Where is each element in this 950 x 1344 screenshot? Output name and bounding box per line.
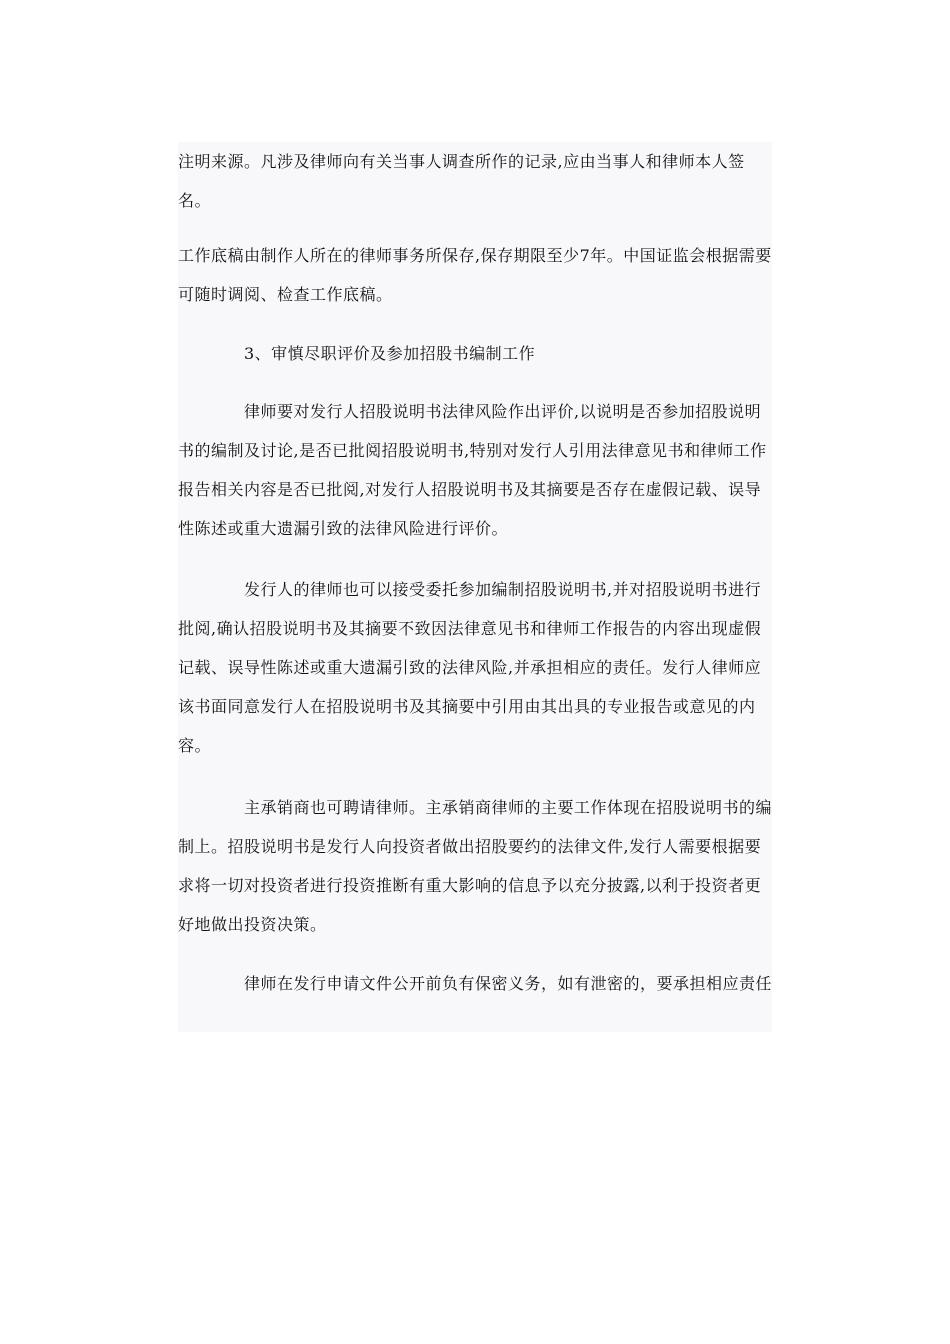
section-heading: 3、审慎尽职评价及参加招股书编制工作	[244, 344, 536, 363]
paragraph-risk-evaluation: 律师要对发行人招股说明书法律风险作出评价,以说明是否参加招股说明书的编制及讨论,是否已批阅招股说明书,特别对发行人引用法律意见书和律师工作报告相关内容是否已批阅,对发行人招股说明书及其摘要是否存在虚假记载、误导性陈述或重大遗漏引致的法律风险进行评价。	[178, 402, 767, 538]
paragraph-underwriter-lawyer: 主承销商也可聘请律师。主承销商律师的主要工作体现在招股说明书的编制上。招股说明书是发行人向投资者做出招股要约的法律文件,发行人需要根据要求将一切对投资者进行投资推断有重大影响的信息予以充分披露,以利于投资者更好地做出投资决策。	[178, 798, 773, 934]
paragraph-source-note: 注明来源。凡涉及律师向有关当事人调查所作的记录,应由当事人和律师本人签名。	[178, 152, 745, 210]
paragraph-working-papers: 工作底稿由制作人所在的律师事务所保存,保存期限至少7年。中国证监会根据需要可随时调阅、检查工作底稿。	[178, 246, 772, 304]
paragraph-prospectus-drafting: 发行人的律师也可以接受委托参加编制招股说明书,并对招股说明书进行批阅,确认招股说明书及其摘要不致因法律意见书和律师工作报告的内容出现虚假记载、误导性陈述或重大遗漏引致的法律风险,并承担相应的责任。发行人律师应该书面同意发行人在招股说明书及其摘要中引用由其出具的专业报告或意见的内容。	[178, 580, 762, 755]
paragraph-confidentiality: 律师在发行申请文件公开前负有保密义务，如有泄密的，要承担相应责任	[244, 974, 773, 993]
document-body	[178, 142, 772, 1032]
